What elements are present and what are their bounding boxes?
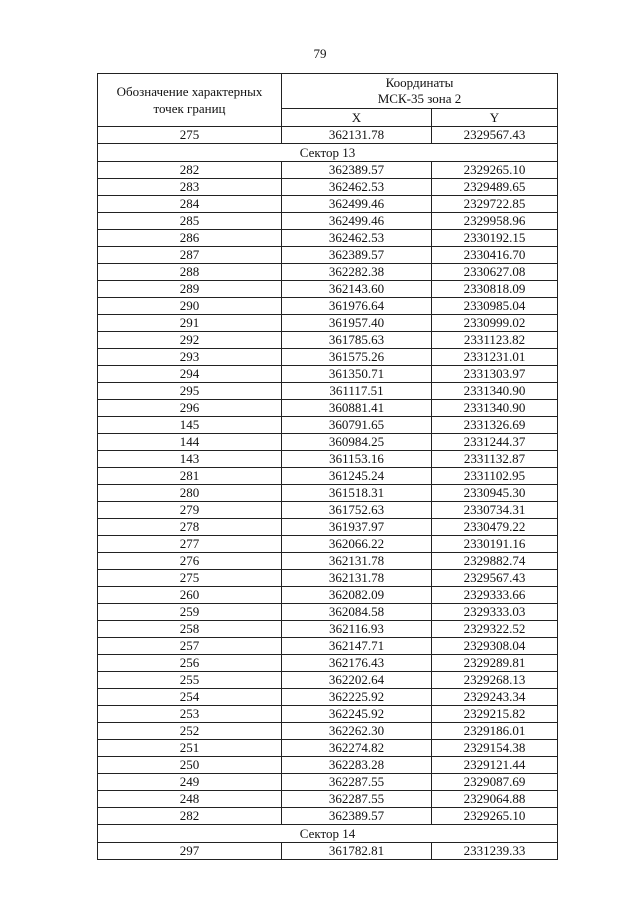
point-id-cell: 288 — [98, 264, 282, 281]
x-coordinate-cell: 361518.31 — [282, 485, 432, 502]
y-coordinate-cell: 2329265.10 — [432, 808, 558, 825]
point-id-cell: 284 — [98, 196, 282, 213]
sector-row — [98, 144, 558, 162]
x-coordinate-cell: 362283.28 — [282, 757, 432, 774]
y-coordinate-cell: 2329958.96 — [432, 213, 558, 230]
point-id-cell: 291 — [98, 315, 282, 332]
y-coordinate-cell: 2329308.04 — [432, 638, 558, 655]
point-id-cell: 296 — [98, 400, 282, 417]
point-id-cell: 145 — [98, 417, 282, 434]
x-coordinate-cell: 362274.82 — [282, 740, 432, 757]
point-id-cell: 290 — [98, 298, 282, 315]
y-coordinate-cell: 2329722.85 — [432, 196, 558, 213]
point-id-cell: 256 — [98, 655, 282, 672]
x-coordinate-cell: 362389.57 — [282, 162, 432, 179]
point-id-cell: 279 — [98, 502, 282, 519]
y-coordinate-cell: 2329265.10 — [432, 162, 558, 179]
y-coordinate-cell: 2329333.03 — [432, 604, 558, 621]
y-coordinate-cell: 2330734.31 — [432, 502, 558, 519]
table-row — [98, 655, 558, 672]
x-coordinate-cell: 362389.57 — [282, 808, 432, 825]
y-coordinate-cell: 2329567.43 — [432, 127, 558, 144]
x-coordinate-cell: 361752.63 — [282, 502, 432, 519]
x-coordinate-cell: 362499.46 — [282, 213, 432, 230]
coordinates-table — [97, 73, 558, 860]
x-coordinate-cell: 360791.65 — [282, 417, 432, 434]
x-coordinate-cell: 361350.71 — [282, 366, 432, 383]
x-coordinate-cell: 362287.55 — [282, 791, 432, 808]
x-coordinate-cell: 362143.60 — [282, 281, 432, 298]
table-row — [98, 315, 558, 332]
y-coordinate-cell: 2330627.08 — [432, 264, 558, 281]
table-row — [98, 230, 558, 247]
header-coordinate-system: МСК-35 зона 2 — [377, 91, 462, 106]
y-coordinate-cell: 2331303.97 — [432, 366, 558, 383]
x-coordinate-cell: 362225.92 — [282, 689, 432, 706]
y-coordinate-cell: 2331340.90 — [432, 400, 558, 417]
y-coordinate-cell: 2330945.30 — [432, 485, 558, 502]
point-id-cell: 254 — [98, 689, 282, 706]
x-coordinate-cell: 362262.30 — [282, 723, 432, 740]
point-id-cell: 143 — [98, 451, 282, 468]
y-coordinate-cell: 2329243.34 — [432, 689, 558, 706]
table-row — [98, 672, 558, 689]
y-coordinate-cell: 2330191.16 — [432, 536, 558, 553]
x-coordinate-cell: 362202.64 — [282, 672, 432, 689]
y-coordinate-cell: 2329186.01 — [432, 723, 558, 740]
x-coordinate-cell: 360881.41 — [282, 400, 432, 417]
y-coordinate-cell: 2329268.13 — [432, 672, 558, 689]
table-row — [98, 604, 558, 621]
sector-row — [98, 825, 558, 843]
table-row — [98, 179, 558, 196]
y-coordinate-cell: 2329333.66 — [432, 587, 558, 604]
x-coordinate-cell: 361937.97 — [282, 519, 432, 536]
table-row — [98, 587, 558, 604]
x-coordinate-cell: 361153.16 — [282, 451, 432, 468]
point-id-cell: 258 — [98, 621, 282, 638]
point-id-cell: 278 — [98, 519, 282, 536]
header-y: Y — [432, 109, 558, 127]
table-row — [98, 757, 558, 774]
table-row — [98, 451, 558, 468]
y-coordinate-cell: 2329064.88 — [432, 791, 558, 808]
point-id-cell: 275 — [98, 127, 282, 144]
y-coordinate-cell: 2330192.15 — [432, 230, 558, 247]
point-id-cell: 282 — [98, 808, 282, 825]
x-coordinate-cell: 362245.92 — [282, 706, 432, 723]
table-row — [98, 843, 558, 860]
table-row — [98, 417, 558, 434]
x-coordinate-cell: 362131.78 — [282, 127, 432, 144]
table-row — [98, 553, 558, 570]
x-coordinate-cell: 362131.78 — [282, 570, 432, 587]
table-row — [98, 706, 558, 723]
table-row — [98, 298, 558, 315]
header-coordinates — [282, 74, 558, 109]
table-row — [98, 774, 558, 791]
y-coordinate-cell: 2330999.02 — [432, 315, 558, 332]
table-row — [98, 366, 558, 383]
point-id-cell: 283 — [98, 179, 282, 196]
point-id-cell: 293 — [98, 349, 282, 366]
y-coordinate-cell: 2329322.52 — [432, 621, 558, 638]
y-coordinate-cell: 2329882.74 — [432, 553, 558, 570]
y-coordinate-cell: 2330985.04 — [432, 298, 558, 315]
y-coordinate-cell: 2331123.82 — [432, 332, 558, 349]
table-row — [98, 740, 558, 757]
x-coordinate-cell: 362066.22 — [282, 536, 432, 553]
table-row — [98, 808, 558, 825]
x-coordinate-cell: 361245.24 — [282, 468, 432, 485]
point-id-cell: 249 — [98, 774, 282, 791]
point-id-cell: 255 — [98, 672, 282, 689]
y-coordinate-cell: 2329087.69 — [432, 774, 558, 791]
point-id-cell: 292 — [98, 332, 282, 349]
header-point-label: Обозначение характерных точек границ — [98, 74, 282, 127]
page-number: 79 — [313, 46, 327, 61]
y-coordinate-cell: 2329567.43 — [432, 570, 558, 587]
x-coordinate-cell: 361785.63 — [282, 332, 432, 349]
point-id-cell: 294 — [98, 366, 282, 383]
point-id-cell: 280 — [98, 485, 282, 502]
header-x: X — [282, 109, 432, 127]
point-id-cell: 251 — [98, 740, 282, 757]
x-coordinate-cell: 361782.81 — [282, 843, 432, 860]
x-coordinate-cell: 361957.40 — [282, 315, 432, 332]
table-row — [98, 400, 558, 417]
header-row — [98, 74, 558, 109]
table-row — [98, 791, 558, 808]
table-row — [98, 468, 558, 485]
table-row — [98, 162, 558, 179]
point-id-cell: 144 — [98, 434, 282, 451]
x-coordinate-cell: 362147.71 — [282, 638, 432, 655]
table-row — [98, 570, 558, 587]
y-coordinate-cell: 2331239.33 — [432, 843, 558, 860]
table-row — [98, 723, 558, 740]
table-row — [98, 485, 558, 502]
table-row — [98, 281, 558, 298]
y-coordinate-cell: 2330818.09 — [432, 281, 558, 298]
x-coordinate-cell: 362462.53 — [282, 230, 432, 247]
point-id-cell: 282 — [98, 162, 282, 179]
x-coordinate-cell: 362499.46 — [282, 196, 432, 213]
table-row — [98, 332, 558, 349]
sector-label: Сектор 13 — [98, 144, 558, 162]
y-coordinate-cell: 2330416.70 — [432, 247, 558, 264]
table-row — [98, 196, 558, 213]
y-coordinate-cell: 2331244.37 — [432, 434, 558, 451]
y-coordinate-cell: 2331326.69 — [432, 417, 558, 434]
point-id-cell: 248 — [98, 791, 282, 808]
y-coordinate-cell: 2331231.01 — [432, 349, 558, 366]
table-body — [98, 127, 558, 860]
y-coordinate-cell: 2329489.65 — [432, 179, 558, 196]
point-id-cell: 287 — [98, 247, 282, 264]
header-coordinates-title: Координаты — [385, 75, 454, 90]
x-coordinate-cell: 362131.78 — [282, 553, 432, 570]
table-row — [98, 349, 558, 366]
y-coordinate-cell: 2331102.95 — [432, 468, 558, 485]
x-coordinate-cell: 362084.58 — [282, 604, 432, 621]
table-row — [98, 689, 558, 706]
point-id-cell: 260 — [98, 587, 282, 604]
point-id-cell: 257 — [98, 638, 282, 655]
point-id-cell: 285 — [98, 213, 282, 230]
x-coordinate-cell: 360984.25 — [282, 434, 432, 451]
point-id-cell: 253 — [98, 706, 282, 723]
table-row — [98, 621, 558, 638]
table-row — [98, 383, 558, 400]
x-coordinate-cell: 361575.26 — [282, 349, 432, 366]
table-row — [98, 519, 558, 536]
x-coordinate-cell: 362462.53 — [282, 179, 432, 196]
point-id-cell: 276 — [98, 553, 282, 570]
y-coordinate-cell: 2331340.90 — [432, 383, 558, 400]
table-row — [98, 536, 558, 553]
table-row — [98, 638, 558, 655]
y-coordinate-cell: 2329154.38 — [432, 740, 558, 757]
point-id-cell: 281 — [98, 468, 282, 485]
y-coordinate-cell: 2329215.82 — [432, 706, 558, 723]
y-coordinate-cell: 2329121.44 — [432, 757, 558, 774]
point-id-cell: 295 — [98, 383, 282, 400]
point-id-cell: 252 — [98, 723, 282, 740]
sector-label: Сектор 14 — [98, 825, 558, 843]
x-coordinate-cell: 361976.64 — [282, 298, 432, 315]
table-row — [98, 213, 558, 230]
x-coordinate-cell: 362282.38 — [282, 264, 432, 281]
x-coordinate-cell: 362287.55 — [282, 774, 432, 791]
table-row — [98, 434, 558, 451]
table-row — [98, 127, 558, 144]
table-row — [98, 264, 558, 281]
x-coordinate-cell: 362082.09 — [282, 587, 432, 604]
point-id-cell: 289 — [98, 281, 282, 298]
y-coordinate-cell: 2329289.81 — [432, 655, 558, 672]
point-id-cell: 286 — [98, 230, 282, 247]
x-coordinate-cell: 361117.51 — [282, 383, 432, 400]
x-coordinate-cell: 362176.43 — [282, 655, 432, 672]
point-id-cell: 250 — [98, 757, 282, 774]
point-id-cell: 275 — [98, 570, 282, 587]
table-row — [98, 502, 558, 519]
point-id-cell: 259 — [98, 604, 282, 621]
x-coordinate-cell: 362389.57 — [282, 247, 432, 264]
y-coordinate-cell: 2330479.22 — [432, 519, 558, 536]
y-coordinate-cell: 2331132.87 — [432, 451, 558, 468]
table-row — [98, 247, 558, 264]
point-id-cell: 297 — [98, 843, 282, 860]
x-coordinate-cell: 362116.93 — [282, 621, 432, 638]
point-id-cell: 277 — [98, 536, 282, 553]
